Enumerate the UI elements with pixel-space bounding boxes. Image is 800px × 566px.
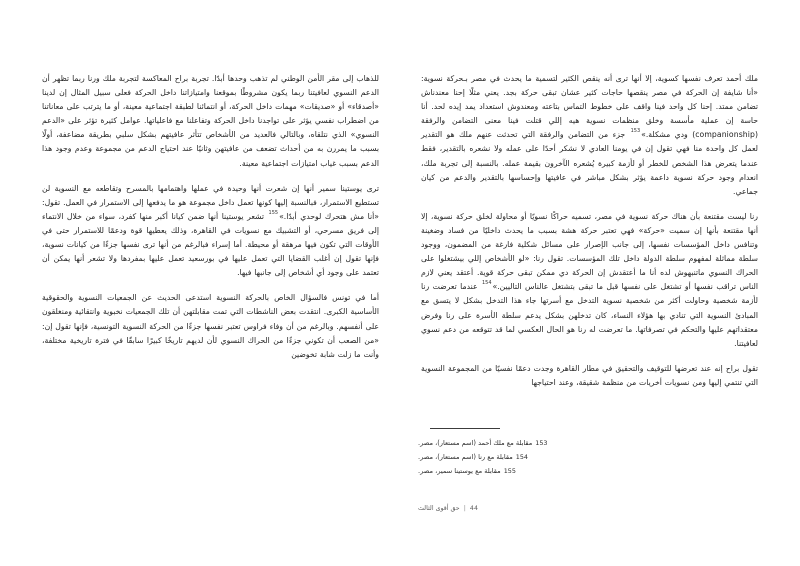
two-column-body — [42, 72, 758, 472]
column-right — [421, 72, 758, 390]
paragraph-right-3 — [421, 362, 758, 390]
paragraph-left-2 — [42, 182, 379, 281]
paragraph-right-2 — [421, 210, 758, 351]
footnote-number: 153 — [535, 439, 548, 448]
paragraph-left-1 — [42, 72, 379, 171]
footnote-number: 154 — [515, 453, 528, 462]
footnote-text: مقابلة مع ملك أحمد (اسم مستعار)، مصر. — [418, 439, 533, 448]
running-title: حق أقوى الثالث — [418, 505, 460, 512]
paragraph-text: رنا ليست مقتنعة بأن هناك حركة نسوية في مصر، تسميه حراكًا نسويًا أو محاولة لخلق حركة نسوية، إلا أنها مقتنعة بأنها إن سميت «حركة» فهي تعتبر حركة هشة بسبب ما يحدث داخليًا من فساد وضغينة وتنافس داخل المؤسسات نفسها، إلى جانب الإصرار على مسائل شكلية فارغة من المضمون، ووجود سلطة مماثلة لمفهوم سلطة الدولة داخل تلك المؤسسات. تقول رنا: «لو الأشخاص إللي بيشتغلوا على الحراك النسوي ماتنبهوش لده أنا ما أعتقدش إن الحركة دي ممكن تبقى حركة قوية. أعتقد يعني لازم الناس تراقب نفسها أو تشتغل على نفسها قبل ما تبقى بتشتغل عالناس التاليين.» — [421, 211, 758, 292]
footnote-item — [418, 436, 758, 450]
footnotes-section — [418, 428, 758, 478]
paragraph-text: للذهاب إلى مقر الأمن الوطني لم تذهب وحدها أبدًا. تجربة براح المعاكسة لتجربة ملك ورنا ربما تظهر أن الدعم النسوي لعافيتنا ربما يكون مشروطًا بموقعنا وامتيازاتنا داخل الحركة فعلى سبيل المثال إن لدينا «أصدقاء» أو «صديقات» مهمات داخل الحركة، أو انتمائنا لطبقة اجتماعية معينة، أو ما يترتب على معاناتنا من اضطراب نفسي يؤثر على تواجدنا داخل الحركة وتفاعلنا مع فاعلياتها. عوامل كثيرة تؤثر على «الدعم النسوي» الذي نتلقاه، وبالتالي فالعديد من الأشخاص تتأثر عافيتهم بشكل سلبي بطريقة مضاعفة، أولًا بسبب ما يمررن به من أحداث تضعف من عافيتهن وثانيًا عند احتياج الدعم من مجموعة وعدم وجود هذا الدعم بسبب غياب امتيازات اجتماعية معينة. — [42, 74, 379, 168]
footnote-text: مقابلة مع يوستينا سمير، مصر. — [418, 467, 501, 476]
footnote-number: 155 — [503, 467, 516, 476]
column-left — [42, 72, 379, 362]
footer-separator: | — [463, 505, 466, 512]
paragraph-text-cont: جزء من التضامن والرفقة التي تحدثت عنهم ملك هو التقدير لعمل كل واحدة منا فهي تقول إن في يومنا العادي لا نشكر أحدًا على عمله ولا نشعره بالتقدير، فقط عندما يتعرض هذا الشخص للخطر أو لأزمة كبيرة يُشعره الآخرون بقيمة عمله. بالنسبة إلى تجربة ملك، انعدام وجود حركة نسوية داعمة يؤثر بشكل مباشر في عافيتها وإحساسها بالتقدير والدعم من كيان جماعي. — [421, 130, 758, 196]
footnote-text: مقابلة مع رنا (اسم مستعار)، مصر. — [418, 453, 513, 462]
paragraph-text-cont: عندما تعرضت رنا لأزمة شخصية وحاولت أكثر من شخصية نسوية التدخل مع أسرتها جاء هذا التدخل بشكل لا يتسق مع المبادئ النسوية التي تنادي بها هؤلاء النساء، كان تدخلهن بشكل يدعم سلطة الأسرة على رنا وفرض معتقداتهم عليها والتحكم في تصرفاتها. ما تعرضت له رنا هو الحال العكسي لما قد تتوقعه من دعم نسوي لعافيتنا. — [421, 282, 758, 348]
paragraph-text: تقول براح إنه عند تعرضها للتوقيف والتحقيق في مطار القاهرة وجدت دعمًا نفسيًا من المجموعة النسوية التي تنتمي إليها ومن نسويات أخريات من منظمة شقيقة، وعند احتياجها — [421, 363, 758, 387]
footnote-separator-rule — [430, 428, 500, 429]
footnote-item — [418, 450, 758, 464]
page-number: 44 — [469, 505, 479, 512]
paragraph-text-cont: تشعر يوستينا أنها ضمن كيانا أكبر منها كفرد، سواء من خلال الانتماء إلى فريق مسرحي، أو التشبيك مع نسويات في القاهرة، وذلك يعطيها قوة ودعمًا للاستمرار حتى في الأوقات التي تكون فيها مرهقة أو محيطة. أما إسراء فبالرغم من أنها ترى نفسها جزءًا من كيانات نسوية، فإنها تقول إن أغلب القضايا التي تعمل عليها في بورسعيد تعمل عليها بمفردها ولا تشعر أنها يمكن أن تعتمد على وجود أي أشخاص إلى جانبها فيها. — [42, 211, 379, 278]
footnote-ref-154[interactable]: 154 — [481, 280, 492, 287]
footnote-ref-155[interactable]: 155 — [268, 209, 279, 216]
paragraph-text: أما في تونس فالسؤال الخاص بالحركة النسوية استدعى الحديث عن الجمعيات النسوية والحقوقية الأساسية الكبرى. انتقدت بعض الناشطات التي تمت مقابلتهن أن تلك الجمعيات نخبوية وانتقائية ومنغلقون على أنفسهم. وبالرغم من أن وفاء فراوس تعتبر نفسها جزءًا من الحركة النسوية التونسية، فإنها تقول إن: «من الصعب أن تكوني جزءًا من الحراك النسوي لأن لديهم تاريخًا كبيرًا سابقًا في فترة تاريخية مختلفة، وأنت ما زلت شابة تخوضين — [42, 293, 379, 359]
paragraph-left-3 — [42, 291, 379, 361]
footnote-ref-153[interactable]: 153 — [630, 128, 641, 135]
footnote-item — [418, 464, 758, 478]
paragraph-text: ملك أحمد تعرف نفسها كسوية، إلا أنها ترى أنه ينقص الكثير لتسمية ما يحدث في مصر بـحركة نسوية: «أنا شايفة إن الحركة في مصر ينقصها حاجات كثير عشان تبقى حركة بجد. يعني مثلًا إحنا معندناش تضامن ممتد. إحنا كل واحد فينا واقف على خطوط التماس بتاعته ومعندوش استعداد يمد إيده لحد. أنا حاسة إن عملية مأسسة وخلق منظمات نسوية هيه إللي قتلت فينا معنى التضامن والرفقة (companionship) ودي مشكلة.» — [421, 74, 758, 140]
paragraph-right-1 — [421, 72, 758, 199]
paragraph-text: ترى يوستينا سمير أنها إن شعرت أنها وحيدة في عملها واهتمامها بالمسرح وتقاطعه مع النسوية لن تستطيع الاستمرار، فبالنسبة إليها كونها تعمل داخل مجموعة هو ما يدفعها إلى الاستمرار في العمل. تقول: «أنا مش هتحرك لوحدي أبدًا.» — [42, 183, 380, 221]
page-footer — [418, 505, 758, 512]
